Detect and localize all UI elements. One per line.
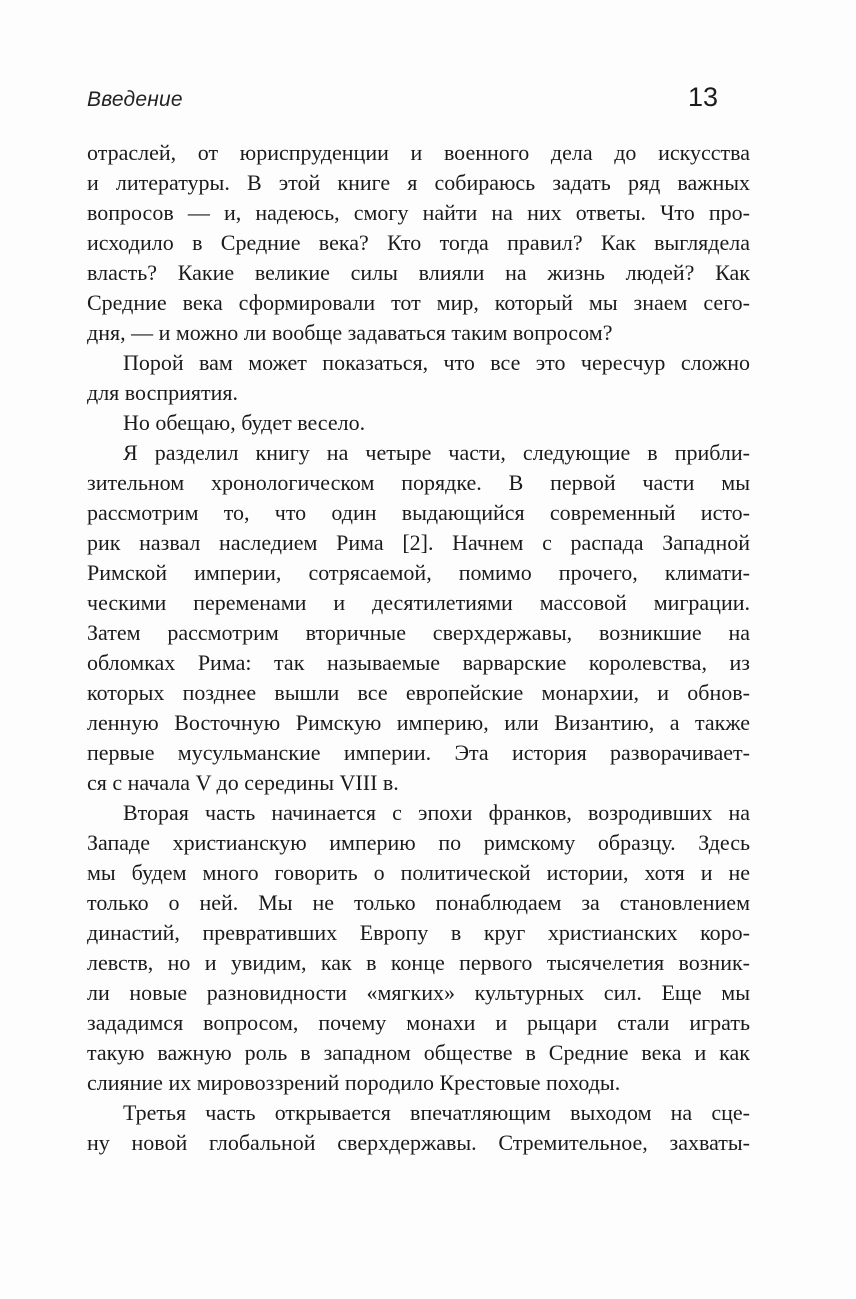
text-line: ну новой глобальной сверхдержавы. Стремительное, захваты- [87, 1130, 750, 1155]
text-line: обломках Рима: так называемые варварские королевства, из [87, 650, 750, 675]
text-line: Вторая часть начинается с эпохи франков, возродивших на [123, 800, 750, 825]
text-line: Третья часть открывается впечатляющим выходом на сце- [123, 1100, 750, 1125]
text-line: такую важную роль в западном обществе в Средние века и как [87, 1040, 750, 1065]
text-line: отраслей, от юриспруденции и военного дела до искусства [87, 140, 750, 165]
text-line: для восприятия. [87, 380, 239, 405]
text-line: ческими переменами и десятилетиями массовой миграции. [87, 590, 750, 615]
text-line: Я разделил книгу на четыре части, следующие в прибли- [123, 440, 750, 465]
running-head [87, 82, 750, 113]
paragraph [87, 138, 750, 348]
text-line: рик назвал наследием Рима [2]. Начнем с распада Западной [87, 530, 750, 555]
text-line: Порой вам может показаться, что все это чересчур сложно [123, 350, 750, 375]
text-line: Западе христианскую империю по римскому образцу. Здесь [87, 830, 750, 855]
text-line: Средние века сформировали тот мир, который мы знаем сего- [87, 290, 750, 315]
text-line: династий, превративших Европу в круг христианских коро- [87, 920, 750, 945]
text-line: власть? Какие великие силы влияли на жизнь людей? Как [87, 260, 750, 285]
text-line: рассмотрим то, что один выдающийся современный исто- [87, 500, 750, 525]
chapter-title: Введение [87, 88, 183, 111]
page-number: 13 [687, 82, 718, 112]
text-line: исходило в Средние века? Кто тогда правил? Как выглядела [87, 230, 750, 255]
text-line: слияние их мировоззрений породило Крестовые походы. [87, 1070, 621, 1095]
text-line: ся с начала V до середины VIII в. [87, 770, 399, 795]
text-line: Римской империи, сотрясаемой, помимо прочего, климати- [87, 560, 750, 585]
text-line: только о ней. Мы не только понаблюдаем за становлением [87, 890, 750, 915]
text-line: Затем рассмотрим вторичные сверхдержавы, возникшие на [87, 620, 750, 645]
paragraph [87, 348, 750, 408]
text-line: первые мусульманские империи. Эта история разворачивает- [87, 740, 750, 765]
paragraph [87, 798, 750, 1098]
text-line: мы будем много говорить о политической истории, хотя и не [87, 860, 750, 885]
body-text [87, 138, 750, 1158]
text-line: Но обещаю, будет весело. [123, 410, 366, 435]
text-line: вопросов — и, надеюсь, смогу найти на них ответы. Что про- [87, 200, 750, 225]
paragraph [87, 438, 750, 798]
text-line: зададимся вопросом, почему монахи и рыцари стали играть [87, 1010, 750, 1035]
text-line: дня, — и можно ли вообще задаваться таким вопросом? [87, 320, 613, 345]
text-line: и литературы. В этой книге я собираюсь задать ряд важных [87, 170, 750, 195]
paragraph [87, 408, 750, 438]
paragraph [87, 1098, 750, 1158]
text-line: которых позднее вышли все европейские монархии, и обнов- [87, 680, 750, 705]
text-line: ли новые разновидности «мягких» культурных сил. Еще мы [87, 980, 750, 1005]
text-line: зительном хронологическом порядке. В первой части мы [87, 470, 750, 495]
text-line: ленную Восточную Римскую империю, или Византию, а также [87, 710, 750, 735]
text-line: левств, но и увидим, как в конце первого тысячелетия возник- [87, 950, 750, 975]
